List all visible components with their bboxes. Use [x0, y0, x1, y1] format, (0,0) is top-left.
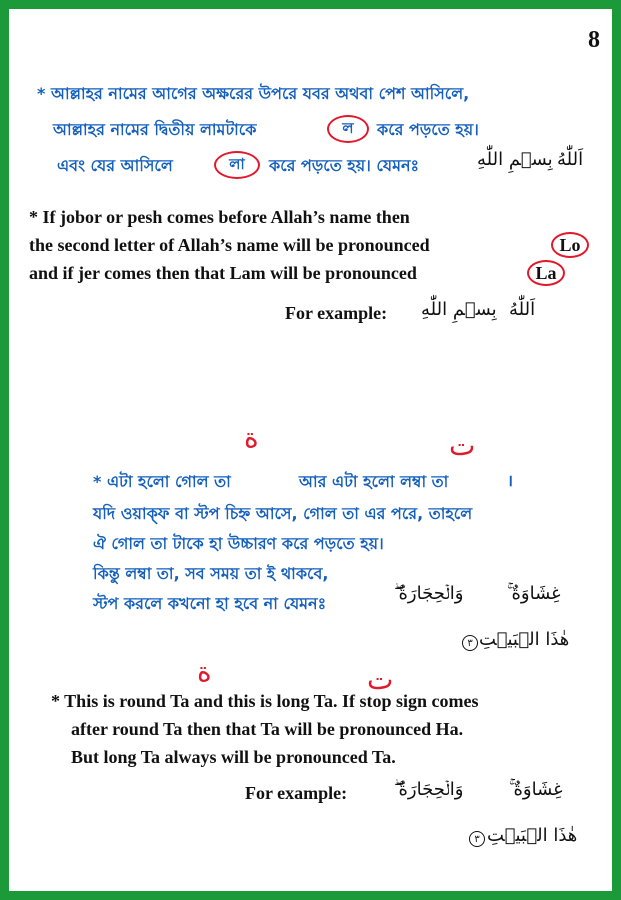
arabic-hadhal-bayt: هٰذَا الۡبَيۡتِ	[479, 629, 570, 650]
bn-lo-circle: ল	[327, 115, 369, 143]
arabic-hadhal-bayt-2: هٰذَا الۡبَيۡتِ	[487, 825, 578, 846]
round-ta-letter-2: ة	[197, 655, 212, 688]
arabic-bismillah: بِسۡمِ اللّٰهِ	[477, 149, 553, 170]
bn-rule1-line3a: এবং যের আসিলে	[57, 156, 173, 175]
ayah-number-icon-2: ٣	[469, 831, 485, 847]
bn-rule2-line4: কিন্তু লম্বা তা, সব সময় তা ই থাকবে,	[93, 564, 329, 583]
page-number: 8	[588, 27, 600, 53]
bn-rule1-line1: * আল্লাহর নামের আগের অক্ষরের উপরে যবর অথবা পেশ আসিলে,	[37, 84, 470, 103]
arabic-wal-hijarah: وَالۡحِجَارَةُ ۖ	[394, 583, 464, 604]
bn-rule2-line1b: আর এটা হলো লম্বা তা	[299, 472, 449, 491]
bn-rule2-line5: স্টপ করলে কখনো হা হবে না যেমনঃ	[93, 594, 327, 613]
ayah-number-icon: ٣	[462, 635, 478, 651]
arabic-wal-hijarah-2: وَالۡحِجَارَةُ ۖ	[394, 779, 464, 800]
bn-rule2-line2: যদি ওয়াক্‌ফ বা স্টপ চিহ্ন আসে, গোল তা এর পরে, তাহলে	[93, 504, 473, 523]
en-rule2-line1: * This is round Ta and this is long Ta. If stop sign comes	[51, 691, 479, 711]
en-rule1-line3: and if jer comes then that Lam will be pronounced	[29, 263, 417, 283]
long-ta-letter: ت	[449, 429, 476, 462]
en-example-label-2: For example:	[245, 783, 348, 803]
en-lo-circle: Lo	[551, 232, 589, 258]
en-rule2-line3: But long Ta always will be pronounced Ta.	[71, 747, 396, 767]
bn-rule1-line3b: করে পড়তে হয়। যেমনঃ	[269, 156, 420, 175]
en-rule1-line1: * If jobor or pesh comes before Allah’s name then	[29, 207, 410, 227]
en-rule2-line2: after round Ta then that Ta will be pronounced Ha.	[71, 719, 464, 739]
round-ta-letter: ة	[244, 421, 259, 454]
bn-rule2-line1c: ।	[507, 471, 514, 490]
en-rule1-line2: the second letter of Allah’s name will be pronounced	[29, 235, 430, 255]
bn-la-circle: লা	[214, 151, 260, 179]
arabic-allahu: اَللّٰهُ	[557, 149, 584, 170]
bn-rule1-line2b: করে পড়তে হয়।	[377, 120, 479, 139]
bn-rule2-line1a: * এটা হলো গোল তা	[93, 472, 231, 491]
arabic-ghishawah: غِشَاوَةٌ ۚ	[507, 583, 561, 604]
en-example-label-1: For example:	[285, 303, 388, 323]
long-ta-letter-2: ت	[367, 663, 394, 696]
bn-rule1-line2a: আল্লাহর নামের দ্বিতীয় লামটাকে	[53, 120, 257, 139]
arabic-bismillah-2: بِسۡمِ اللّٰهِ	[421, 299, 497, 320]
en-la-circle: La	[527, 260, 565, 286]
bn-rule2-line3: ঐ গোল তা টাকে হা উচ্চারণ করে পড়তে হয়।	[93, 534, 384, 553]
arabic-allahu-2: اَللّٰهُ	[509, 299, 536, 320]
arabic-ghishawah-2: غِشَاوَةٌ ۚ	[509, 779, 563, 800]
